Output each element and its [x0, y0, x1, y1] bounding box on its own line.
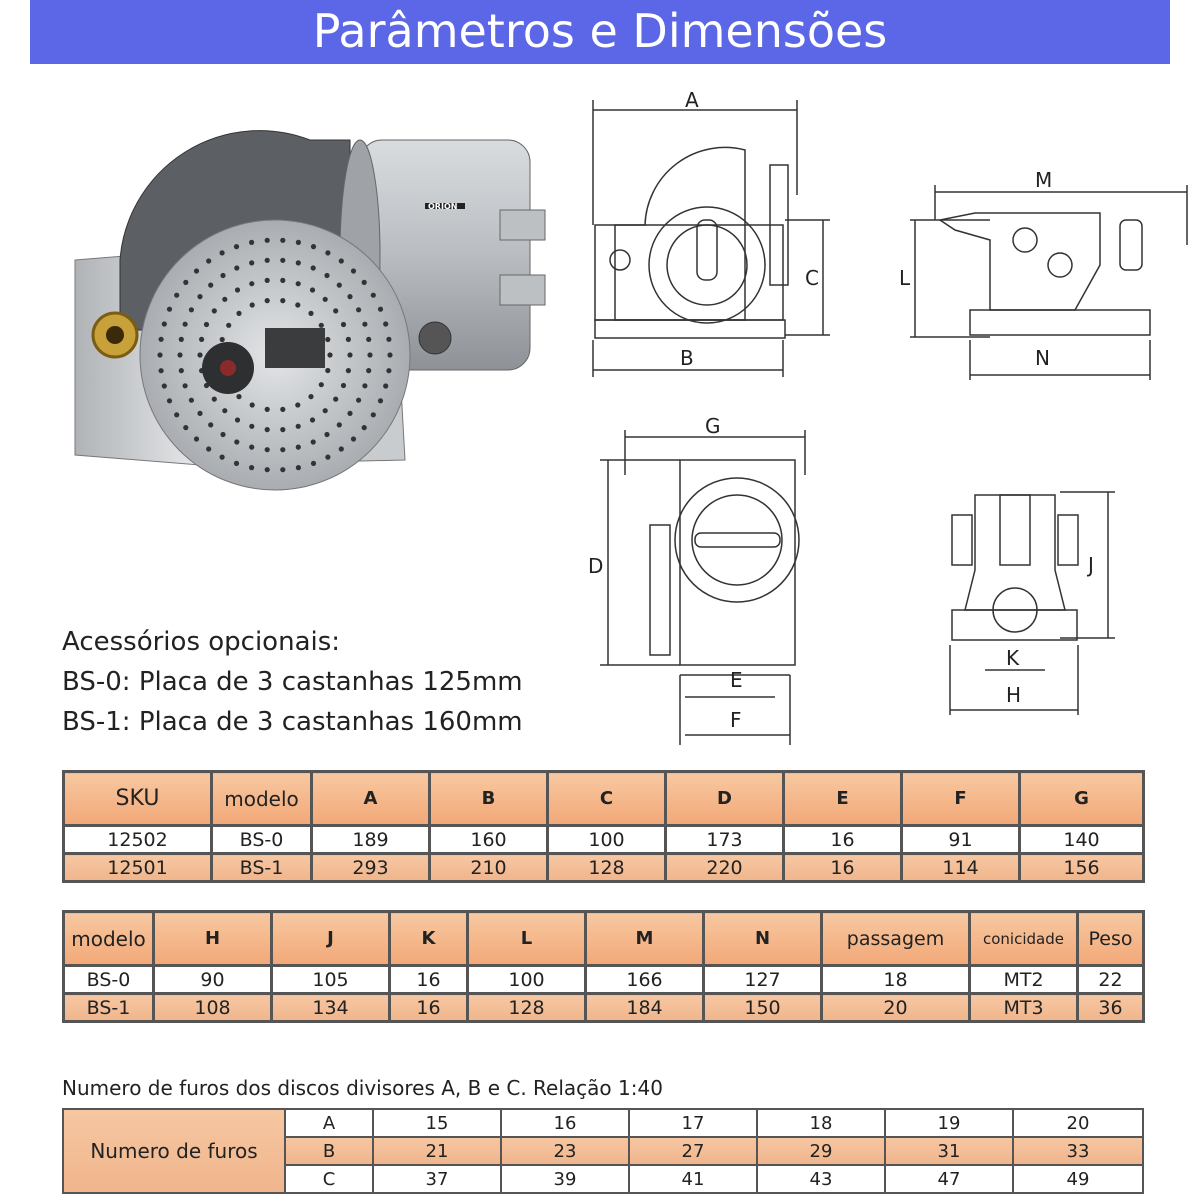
dim-label-K: K: [1006, 646, 1020, 670]
index-hole: [356, 307, 361, 312]
index-hole: [220, 250, 225, 255]
table-cell: 173: [666, 826, 784, 854]
index-hole: [311, 265, 316, 270]
index-hole: [220, 455, 225, 460]
index-hole: [265, 278, 270, 283]
header-cell: Peso: [1078, 912, 1144, 966]
table-cell: 12501: [64, 854, 212, 882]
index-hole: [234, 265, 239, 270]
table-row: [63, 1109, 1143, 1137]
index-hole: [236, 394, 241, 399]
index-hole: [249, 465, 254, 470]
index-hole: [179, 368, 184, 373]
table-cell: 39: [501, 1165, 629, 1193]
index-hole: [159, 337, 164, 342]
index-hole: [189, 398, 194, 403]
index-hole: [308, 311, 313, 316]
index-hole: [362, 383, 367, 388]
index-hole: [249, 240, 254, 245]
dim-label-L: L: [899, 266, 911, 290]
index-hole: [265, 258, 270, 263]
index-hole: [296, 260, 301, 265]
table-cell: 20: [1013, 1109, 1143, 1137]
index-hole: [265, 238, 270, 243]
index-hole: [197, 352, 202, 357]
table-cell: 43: [757, 1165, 885, 1193]
index-hole: [249, 445, 254, 450]
index-hole: [296, 424, 301, 429]
index-hole: [280, 298, 285, 303]
header-cell: C: [548, 772, 666, 826]
index-hole: [265, 298, 270, 303]
index-hole: [222, 408, 227, 413]
index-hole: [162, 383, 167, 388]
dim-label-F: F: [730, 708, 742, 732]
index-hole: [341, 383, 346, 388]
index-hole: [162, 321, 167, 326]
index-hole: [206, 446, 211, 451]
index-hole: [234, 439, 239, 444]
index-hole: [265, 447, 270, 452]
index-hole: [174, 293, 179, 298]
dim-label-D: D: [588, 554, 604, 578]
index-hole: [347, 411, 352, 416]
table-cell: 90: [154, 966, 272, 994]
header-cell: L: [468, 912, 586, 966]
disc-label: A: [285, 1109, 373, 1137]
table-cell: 189: [312, 826, 430, 854]
header-cell: G: [1020, 772, 1144, 826]
header-cell: A: [312, 772, 430, 826]
diagram-tailstock-side: [895, 165, 1195, 385]
index-hole: [265, 467, 270, 472]
table-cell: 150: [704, 994, 822, 1022]
index-hole: [325, 368, 330, 373]
dim-label-J: J: [1088, 553, 1094, 577]
index-hole: [249, 281, 254, 286]
header-cell: conicidade: [970, 912, 1078, 966]
index-hole: [249, 260, 254, 265]
index-hole: [333, 397, 338, 402]
table-cell: 41: [629, 1165, 757, 1193]
table-cell: 47: [885, 1165, 1013, 1193]
header-cell: passagem: [822, 912, 970, 966]
table-cell: 29: [757, 1137, 885, 1165]
table-cell: 184: [586, 994, 704, 1022]
holes-row-label: Numero de furos: [63, 1109, 285, 1193]
index-hole: [183, 280, 188, 285]
index-hole: [323, 297, 328, 302]
index-hole: [183, 383, 188, 388]
index-hole: [383, 383, 388, 388]
index-hole: [378, 307, 383, 312]
table-cell: 36: [1078, 994, 1144, 1022]
index-hole: [346, 337, 351, 342]
table-cell: 100: [468, 966, 586, 994]
index-hole: [265, 427, 270, 432]
table-cell: 22: [1078, 966, 1144, 994]
index-hole: [280, 447, 285, 452]
table-cell: 293: [312, 854, 430, 882]
table-cell: BS-1: [64, 994, 154, 1022]
table-cell: 134: [272, 994, 390, 1022]
index-hole: [323, 408, 328, 413]
index-hole: [310, 287, 315, 292]
diagram-tailstock-front: [940, 480, 1120, 720]
header-cell: D: [666, 772, 784, 826]
table-cell: 16: [501, 1109, 629, 1137]
table-cell: 20: [822, 994, 970, 1022]
index-hole: [324, 432, 329, 437]
header-cell: B: [430, 772, 548, 826]
index-hole: [337, 422, 342, 427]
table-row: [64, 966, 1144, 994]
index-hole: [199, 337, 204, 342]
index-hole: [183, 322, 188, 327]
index-hole: [280, 407, 285, 412]
header-cell: N: [704, 912, 822, 966]
index-hole: [280, 238, 285, 243]
index-hole: [387, 352, 392, 357]
table-cell: 160: [430, 826, 548, 854]
index-hole: [325, 455, 330, 460]
table-cell: 16: [784, 826, 902, 854]
table-cell: MT2: [970, 966, 1078, 994]
header-cell: SKU: [64, 772, 212, 826]
dim-label-N: N: [1035, 346, 1050, 370]
index-hole: [194, 436, 199, 441]
index-hole: [159, 368, 164, 373]
header-cell: J: [272, 912, 390, 966]
index-hole: [280, 427, 285, 432]
index-hole: [220, 273, 225, 278]
table-cell: 18: [757, 1109, 885, 1137]
header-cell: K: [390, 912, 468, 966]
table-cell: 128: [468, 994, 586, 1022]
index-hole: [189, 307, 194, 312]
index-hole: [339, 446, 344, 451]
table-cell: 108: [154, 994, 272, 1022]
index-hole: [311, 439, 316, 444]
index-hole: [280, 258, 285, 263]
index-hole: [319, 382, 324, 387]
index-hole: [351, 268, 356, 273]
dim-label-C: C: [805, 266, 819, 290]
index-hole: [324, 273, 329, 278]
index-hole: [179, 337, 184, 342]
dimensions-table-1: [62, 770, 1145, 883]
table-cell: 91: [902, 826, 1020, 854]
index-hole: [226, 323, 231, 328]
index-hole: [197, 411, 202, 416]
accessories-title: Acessórios opcionais:: [62, 627, 341, 657]
dim-label-E: E: [730, 668, 743, 692]
index-hole: [362, 322, 367, 327]
table-cell: 100: [548, 826, 666, 854]
index-hole: [339, 258, 344, 263]
index-hole: [212, 397, 217, 402]
disc-label: B: [285, 1137, 373, 1165]
table-row: [64, 994, 1144, 1022]
dim-label-G: G: [705, 415, 721, 438]
index-hole: [222, 297, 227, 302]
table-cell: 127: [704, 966, 822, 994]
index-hole: [167, 398, 172, 403]
table-cell: 19: [885, 1109, 1013, 1137]
index-hole: [280, 278, 285, 283]
dim-label-M: M: [1035, 168, 1053, 192]
index-hole: [250, 402, 255, 407]
table-cell: 31: [885, 1137, 1013, 1165]
index-hole: [208, 422, 213, 427]
table-cell: 220: [666, 854, 784, 882]
index-hole: [206, 258, 211, 263]
index-hole: [212, 308, 217, 313]
index-hole: [296, 240, 301, 245]
index-hole: [371, 293, 376, 298]
index-hole: [351, 436, 356, 441]
index-hole: [325, 250, 330, 255]
index-hole: [296, 465, 301, 470]
dim-label-A: A: [685, 88, 699, 112]
index-hole: [310, 417, 315, 422]
table-cell: 12502: [64, 826, 212, 854]
holes-table-title: Numero de furos dos discos divisores A, B e C. Relação 1:40: [62, 1076, 663, 1100]
index-hole: [208, 283, 213, 288]
index-hole: [378, 398, 383, 403]
index-hole: [265, 407, 270, 412]
table-cell: 17: [629, 1109, 757, 1137]
header-cell: E: [784, 772, 902, 826]
index-hole: [157, 352, 162, 357]
table-cell: 37: [373, 1165, 501, 1193]
table-cell: 23: [501, 1137, 629, 1165]
index-hole: [327, 352, 332, 357]
index-hole: [220, 432, 225, 437]
index-hole: [367, 352, 372, 357]
product-photo: [60, 100, 560, 500]
index-hole: [362, 425, 367, 430]
accessories-note: [62, 622, 523, 742]
index-hole: [280, 467, 285, 472]
index-hole: [235, 287, 240, 292]
index-hole: [386, 368, 391, 373]
table-cell: 15: [373, 1109, 501, 1137]
index-hole: [383, 321, 388, 326]
index-hole: [249, 424, 254, 429]
table-cell: 166: [586, 966, 704, 994]
index-hole: [325, 337, 330, 342]
disc-label: C: [285, 1165, 373, 1193]
brand-label: ORION: [428, 202, 458, 211]
index-hole: [167, 307, 172, 312]
table-cell: BS-0: [64, 966, 154, 994]
table-row: [64, 826, 1144, 854]
index-hole: [319, 323, 324, 328]
index-hole: [295, 402, 300, 407]
index-hole: [183, 425, 188, 430]
index-hole: [366, 337, 371, 342]
table-cell: BS-0: [212, 826, 312, 854]
index-hole: [296, 445, 301, 450]
index-hole: [347, 352, 352, 357]
table-cell: BS-1: [212, 854, 312, 882]
index-hole: [177, 352, 182, 357]
index-hole: [234, 461, 239, 466]
index-hole: [356, 398, 361, 403]
header-cell: H: [154, 912, 272, 966]
header-cell: F: [902, 772, 1020, 826]
table-cell: 128: [548, 854, 666, 882]
index-hole: [311, 461, 316, 466]
table-cell: 49: [1013, 1165, 1143, 1193]
index-hole: [346, 368, 351, 373]
index-hole: [194, 268, 199, 273]
table-cell: 114: [902, 854, 1020, 882]
index-hole: [296, 281, 301, 286]
index-hole: [366, 368, 371, 373]
table-cell: 156: [1020, 854, 1144, 882]
index-hole: [235, 417, 240, 422]
index-hole: [236, 311, 241, 316]
page-title: Parâmetros e Dimensões: [30, 0, 1170, 64]
index-hole: [362, 280, 367, 285]
index-hole: [174, 412, 179, 417]
table-cell: 16: [390, 994, 468, 1022]
table-cell: 140: [1020, 826, 1144, 854]
index-hole: [204, 322, 209, 327]
table-cell: 18: [822, 966, 970, 994]
dimensions-table-2: [62, 910, 1145, 1023]
index-hole: [234, 244, 239, 249]
table-row: [64, 854, 1144, 882]
index-hole: [250, 302, 255, 307]
table-cell: 105: [272, 966, 390, 994]
index-hole: [295, 302, 300, 307]
index-hole: [333, 308, 338, 313]
index-hole: [371, 412, 376, 417]
table-cell: 27: [629, 1137, 757, 1165]
index-hole: [311, 244, 316, 249]
table-cell: 210: [430, 854, 548, 882]
table-cell: 33: [1013, 1137, 1143, 1165]
index-hole: [386, 337, 391, 342]
header-cell: modelo: [64, 912, 154, 966]
diagram-side-view: [585, 85, 835, 385]
table-cell: 21: [373, 1137, 501, 1165]
header-cell: M: [586, 912, 704, 966]
index-hole: [308, 394, 313, 399]
dim-label-B: B: [680, 346, 694, 370]
table-cell: 16: [390, 966, 468, 994]
index-hole: [341, 322, 346, 327]
index-hole: [347, 294, 352, 299]
index-hole: [220, 337, 225, 342]
accessories-line-1: BS-0: Placa de 3 castanhas 125mm: [62, 667, 523, 697]
accessories-line-2: BS-1: Placa de 3 castanhas 160mm: [62, 707, 523, 737]
dim-label-H: H: [1006, 683, 1022, 707]
diagram-front-view: [580, 415, 820, 745]
holes-table: [62, 1108, 1144, 1194]
header-cell: modelo: [212, 772, 312, 826]
table-cell: 16: [784, 854, 902, 882]
index-hole: [337, 283, 342, 288]
index-hole: [197, 294, 202, 299]
table-cell: MT3: [970, 994, 1078, 1022]
